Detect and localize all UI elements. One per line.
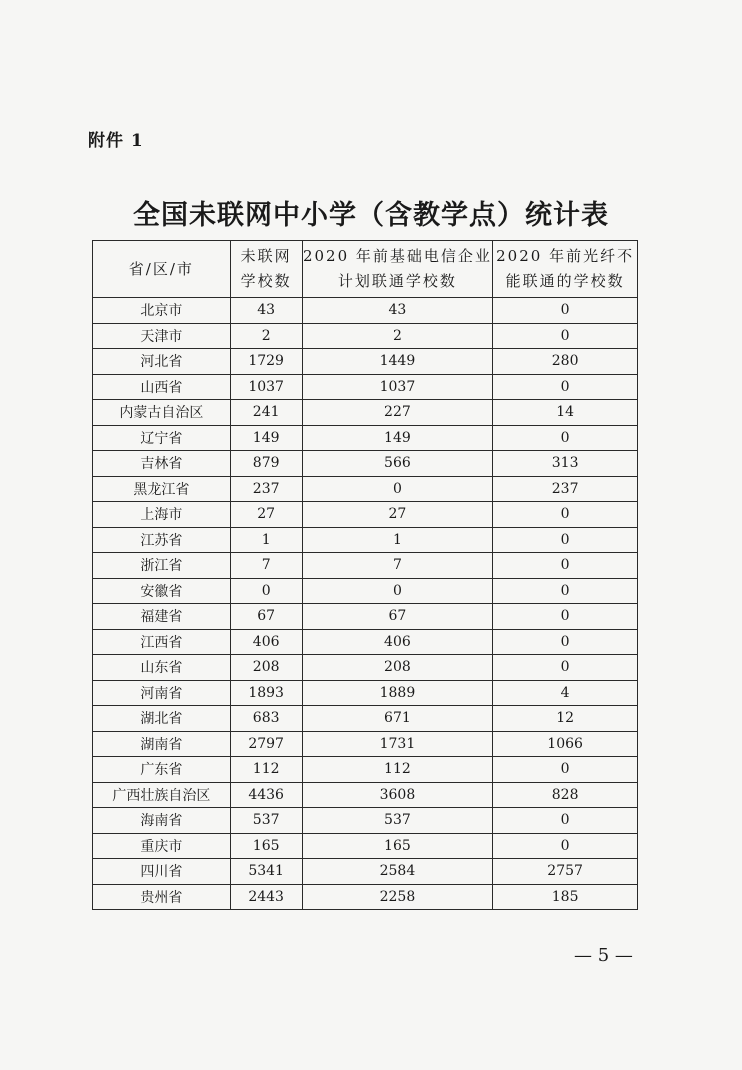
unconnected-count-cell: 112	[230, 757, 302, 783]
planned-count-cell: 27	[302, 502, 493, 528]
planned-count-cell: 537	[302, 808, 493, 834]
planned-count-cell: 7	[302, 553, 493, 579]
table-row	[93, 298, 638, 324]
column-header-region	[93, 241, 231, 298]
planned-count-cell: 43	[302, 298, 493, 324]
fiber-unreachable-count-cell: 14	[493, 400, 638, 426]
fiber-unreachable-count-cell: 12	[493, 706, 638, 732]
region-cell: 北京市	[93, 298, 231, 324]
fiber-unreachable-count-cell: 0	[493, 808, 638, 834]
table-row	[93, 425, 638, 451]
fiber-unreachable-count-cell: 0	[493, 323, 638, 349]
region-cell: 河北省	[93, 349, 231, 375]
region-cell: 山西省	[93, 374, 231, 400]
unconnected-count-cell: 1	[230, 527, 302, 553]
unconnected-count-cell: 165	[230, 833, 302, 859]
table-body	[93, 298, 638, 910]
table-row	[93, 349, 638, 375]
planned-count-cell: 149	[302, 425, 493, 451]
unconnected-count-cell: 241	[230, 400, 302, 426]
planned-count-cell: 2584	[302, 859, 493, 885]
region-cell: 内蒙古自治区	[93, 400, 231, 426]
table-row	[93, 808, 638, 834]
fiber-unreachable-count-cell: 313	[493, 451, 638, 477]
planned-count-cell: 1731	[302, 731, 493, 757]
column-header-line: 未联网	[240, 247, 292, 265]
fiber-unreachable-count-cell: 0	[493, 502, 638, 528]
region-cell: 河南省	[93, 680, 231, 706]
unconnected-count-cell: 537	[230, 808, 302, 834]
unconnected-count-cell: 208	[230, 655, 302, 681]
fiber-unreachable-count-cell: 828	[493, 782, 638, 808]
planned-count-cell: 1037	[302, 374, 493, 400]
unconnected-count-cell: 7	[230, 553, 302, 579]
fiber-unreachable-count-cell: 0	[493, 527, 638, 553]
planned-count-cell: 165	[302, 833, 493, 859]
planned-count-cell: 3608	[302, 782, 493, 808]
planned-count-cell: 1449	[302, 349, 493, 375]
planned-count-cell: 0	[302, 476, 493, 502]
region-cell: 福建省	[93, 604, 231, 630]
document-title: 全国未联网中小学（含教学点）统计表	[133, 200, 609, 231]
table-row	[93, 782, 638, 808]
fiber-unreachable-count-cell: 0	[493, 629, 638, 655]
region-cell: 浙江省	[93, 553, 231, 579]
column-header-planned	[302, 241, 493, 298]
table-header	[93, 241, 638, 298]
attachment-label: 附件 1	[88, 131, 144, 151]
region-cell: 江西省	[93, 629, 231, 655]
fiber-unreachable-count-cell: 0	[493, 655, 638, 681]
region-cell: 贵州省	[93, 884, 231, 910]
fiber-unreachable-count-cell: 4	[493, 680, 638, 706]
region-cell: 山东省	[93, 655, 231, 681]
table-row	[93, 502, 638, 528]
region-cell: 黑龙江省	[93, 476, 231, 502]
unconnected-count-cell: 406	[230, 629, 302, 655]
fiber-unreachable-count-cell: 280	[493, 349, 638, 375]
statistics-table	[92, 240, 638, 910]
planned-count-cell: 566	[302, 451, 493, 477]
planned-count-cell: 2258	[302, 884, 493, 910]
region-cell: 江苏省	[93, 527, 231, 553]
fiber-unreachable-count-cell: 0	[493, 833, 638, 859]
unconnected-count-cell: 67	[230, 604, 302, 630]
table-row	[93, 731, 638, 757]
unconnected-count-cell: 0	[230, 578, 302, 604]
region-cell: 辽宁省	[93, 425, 231, 451]
unconnected-count-cell: 1729	[230, 349, 302, 375]
table-row	[93, 323, 638, 349]
table-row	[93, 527, 638, 553]
region-cell: 上海市	[93, 502, 231, 528]
column-header-line: 学校数	[240, 272, 292, 290]
region-cell: 海南省	[93, 808, 231, 834]
table-row	[93, 655, 638, 681]
column-header-line: 2020 年前光纤不	[496, 247, 635, 265]
planned-count-cell: 227	[302, 400, 493, 426]
planned-count-cell: 67	[302, 604, 493, 630]
fiber-unreachable-count-cell: 1066	[493, 731, 638, 757]
page-number: — 5 —	[574, 945, 633, 966]
table-row	[93, 706, 638, 732]
planned-count-cell: 2	[302, 323, 493, 349]
table-row	[93, 604, 638, 630]
fiber-unreachable-count-cell: 0	[493, 425, 638, 451]
unconnected-count-cell: 1037	[230, 374, 302, 400]
fiber-unreachable-count-cell: 2757	[493, 859, 638, 885]
unconnected-count-cell: 2	[230, 323, 302, 349]
table-row	[93, 374, 638, 400]
fiber-unreachable-count-cell: 0	[493, 298, 638, 324]
unconnected-count-cell: 4436	[230, 782, 302, 808]
region-cell: 吉林省	[93, 451, 231, 477]
fiber-unreachable-count-cell: 237	[493, 476, 638, 502]
unconnected-count-cell: 149	[230, 425, 302, 451]
unconnected-count-cell: 2797	[230, 731, 302, 757]
planned-count-cell: 1	[302, 527, 493, 553]
column-header-line: 2020 年前基础电信企业	[302, 247, 492, 265]
unconnected-count-cell: 879	[230, 451, 302, 477]
planned-count-cell: 406	[302, 629, 493, 655]
table-row	[93, 884, 638, 910]
column-header-unconnected	[230, 241, 302, 298]
region-cell: 安徽省	[93, 578, 231, 604]
region-cell: 天津市	[93, 323, 231, 349]
table-row	[93, 680, 638, 706]
unconnected-count-cell: 27	[230, 502, 302, 528]
unconnected-count-cell: 1893	[230, 680, 302, 706]
planned-count-cell: 208	[302, 655, 493, 681]
fiber-unreachable-count-cell: 0	[493, 578, 638, 604]
unconnected-count-cell: 2443	[230, 884, 302, 910]
fiber-unreachable-count-cell: 0	[493, 374, 638, 400]
column-header-line: 省/区/市	[128, 259, 194, 278]
region-cell: 重庆市	[93, 833, 231, 859]
region-cell: 广东省	[93, 757, 231, 783]
fiber-unreachable-count-cell: 0	[493, 604, 638, 630]
header-row	[93, 241, 638, 298]
unconnected-count-cell: 683	[230, 706, 302, 732]
unconnected-count-cell: 5341	[230, 859, 302, 885]
table-row	[93, 833, 638, 859]
fiber-unreachable-count-cell: 0	[493, 553, 638, 579]
column-header-fiber-unreachable	[493, 241, 638, 298]
fiber-unreachable-count-cell: 185	[493, 884, 638, 910]
column-header-line: 能联通的学校数	[505, 272, 625, 290]
table-row	[93, 578, 638, 604]
table-row	[93, 400, 638, 426]
unconnected-count-cell: 237	[230, 476, 302, 502]
planned-count-cell: 0	[302, 578, 493, 604]
planned-count-cell: 1889	[302, 680, 493, 706]
column-header-line: 计划联通学校数	[337, 272, 457, 290]
region-cell: 四川省	[93, 859, 231, 885]
table-row	[93, 451, 638, 477]
region-cell: 广西壮族自治区	[93, 782, 231, 808]
fiber-unreachable-count-cell: 0	[493, 757, 638, 783]
planned-count-cell: 112	[302, 757, 493, 783]
region-cell: 湖南省	[93, 731, 231, 757]
table-row	[93, 553, 638, 579]
table-row	[93, 757, 638, 783]
table-row	[93, 476, 638, 502]
table-row	[93, 629, 638, 655]
region-cell: 湖北省	[93, 706, 231, 732]
table-row	[93, 859, 638, 885]
unconnected-count-cell: 43	[230, 298, 302, 324]
planned-count-cell: 671	[302, 706, 493, 732]
